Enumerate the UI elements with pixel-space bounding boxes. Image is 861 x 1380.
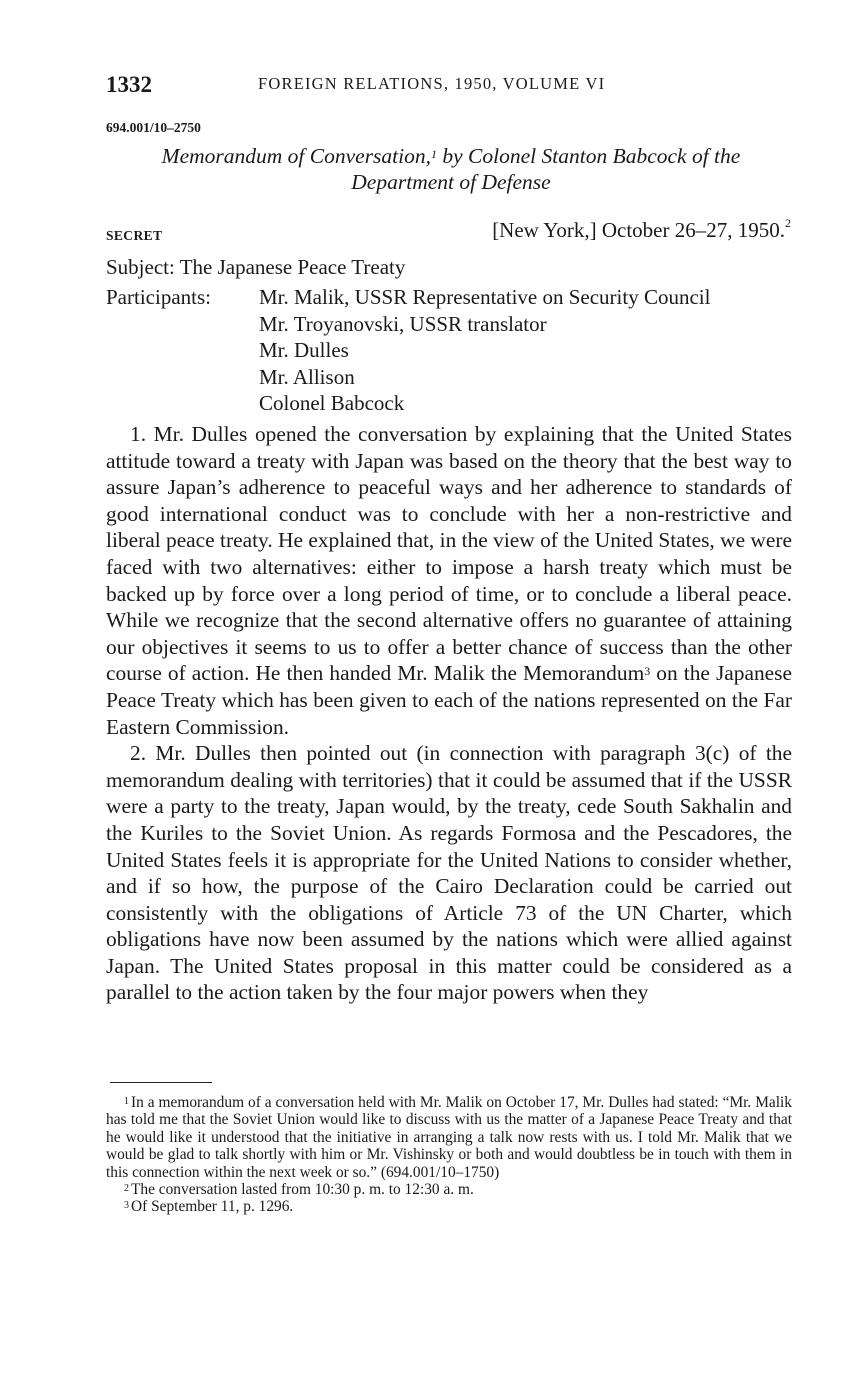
place-date: [New York,] October 26–27, 1950.$^2$: [492, 216, 791, 242]
page-number: 1332: [106, 72, 152, 97]
file-reference: 694.001/10–2750: [106, 120, 201, 135]
page-header: [106, 72, 796, 102]
participant: Mr. Allison: [259, 364, 355, 389]
footnote-ref-3: 3: [644, 664, 651, 679]
participant: Colonel Babcock: [259, 391, 405, 416]
participants-list: [259, 284, 710, 417]
footnote-ref-2: 2: [785, 216, 791, 230]
footnotes: [106, 1094, 792, 1216]
footnote-ref-1: 1: [431, 147, 437, 161]
participant: Mr. Troyanovski, USSR translator: [259, 311, 547, 336]
footnote: $^1$ In a memorandum of a conversation held with Mr. Malik on October 17, Mr. Dulles had stated: “Mr. Malik has told me that the Soviet Union would like to discuss with us the matter of a Japanese Peace Treaty and that he would like it understood that the initiative in arranging a talk now rests with us. I told Mr. Malik that we would be glad to talk shortly with him or Mr. Vishinsky or both and would doubtless be in touch with them in this connection within the next week or so.” (694.001/10–1750): [106, 1094, 792, 1181]
paragraph-1: 1. Mr. Dulles opened the conversation by explaining that the United States attitude toward a treaty with Japan was based on the theory that the best way to assure Japan’s adherence to peaceful ways and her adherence to standards of good international conduct was to conclude with her a non-restrictive and liberal peace treaty. He explained that, in the view of the United States, we were faced with two alternatives: either to impose a harsh treaty which must be backed up by force over a long period of time, or to conclude a liberal peace. While we recognize that the second alternative offers no guarantee of attaining our objectives it seems to us to offer a better chance of success than the other course of action. He then handed Mr. Malik the Memorandum$^3$ on the Japanese Peace Treaty which has been given to each of the nations represented on the Far Eastern Commission.: [106, 422, 792, 739]
footnote: $^3$ Of September 11, p. 1296.: [124, 1198, 294, 1216]
footnote: $^2$ The conversation lasted from 10:30 p. m. to 12:30 a. m.: [124, 1181, 474, 1199]
document-title: [106, 143, 796, 195]
subject-line: Subject: The Japanese Peace Treaty: [106, 255, 406, 279]
memorandum-body: [106, 421, 792, 1006]
participants-label: Participants:: [106, 285, 211, 309]
title-line-2: Department of Defense: [351, 170, 551, 194]
running-head: FOREIGN RELATIONS, 1950, VOLUME VI: [258, 74, 606, 93]
participant: Mr. Dulles: [259, 338, 349, 363]
classification-label: SECRET: [106, 228, 163, 243]
title-line-1: Memorandum of Conversation,$^1$ by Colonel Stanton Babcock of the: [161, 144, 741, 168]
participant: Mr. Malik, USSR Representative on Security Council: [259, 285, 711, 309]
paragraph-2: 2. Mr. Dulles then pointed out (in connection with paragraph 3(c) of the memorandum dealing with territories) that it could be assumed that if the USSR were a party to the treaty, Japan would, by the treaty, cede South Sakhalin and the Kuriles to the Soviet Union. As regards Formosa and the Pescadores, the United States feels it is appropriate for the United Nations to consider whether, and if so how, the purpose of the Cairo Declaration could be carried out consistently with the obligations of Article 73 of the UN Charter, which obligations have now been assumed by the nations which were allied against Japan. The United States proposal in this matter could be considered as a parallel to the action taken by the four major powers when they: [106, 741, 792, 1005]
footnote-divider: [110, 1082, 212, 1083]
